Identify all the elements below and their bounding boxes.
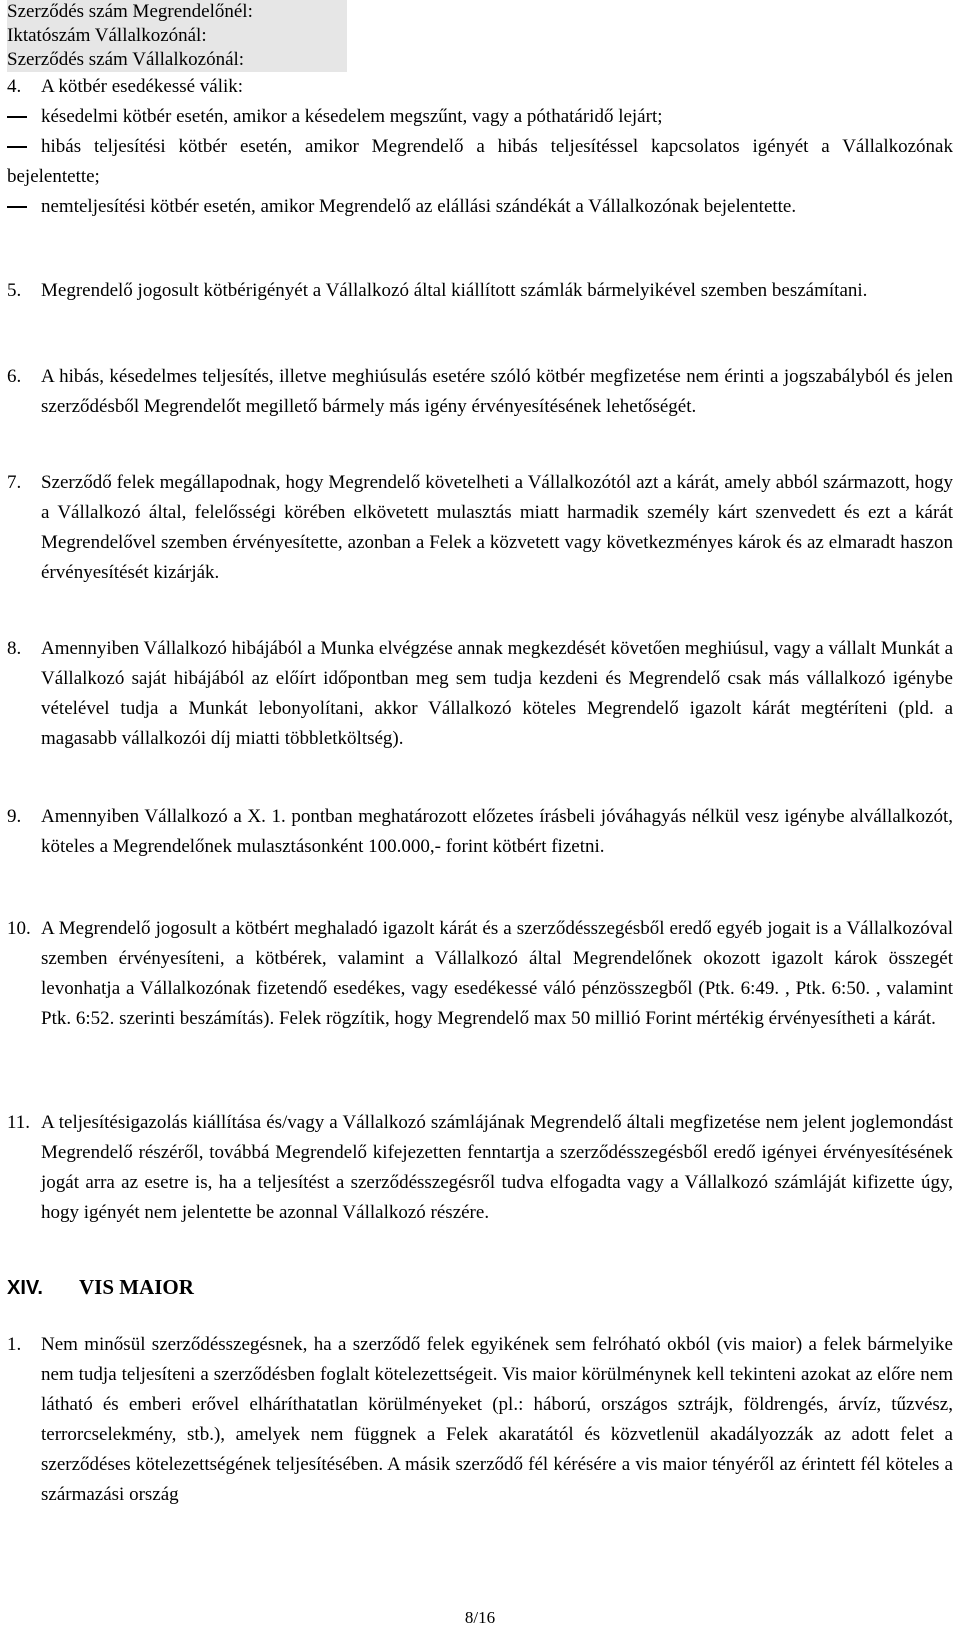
clause-text: Nem minősül szerződésszegésnek, ha a szerződő felek egyikének sem felróható okból (vis maior) a felek bármelyike nem tudja teljesíteni a szerződésben foglalt kötelezettségeit. Vis maior körülménynek kell tekinteni azokat az előre nem látható és emberi erővel elháríthatatlan körülményeket (pl.: háború, országos sztrájk, földrengés, árvíz, tűzvész, terrorcselekmény, stb.), amelyek nem függnek a Felek akaratától és közvetlenül akadályozzák az adott felet a szerződéses kötelezettségének teljesítésében. A másik szerződő fél kérésére a vis maior tényéről az érintett fél köteles a származási ország xyxy=(41,1334,953,1505)
clause-number: 4. xyxy=(7,76,22,97)
clause-7 xyxy=(7,468,953,588)
list-item xyxy=(7,132,953,192)
clause-4 xyxy=(7,72,953,102)
section-heading xyxy=(7,1272,194,1303)
list-item-text: hibás teljesítési kötbér esetén, amikor Megrendelő a hibás teljesítéssel kapcsolatos igényét a Vállalkozónak bejelentette; xyxy=(7,136,953,187)
clause-text: Amennyiben Vállalkozó a X. 1. pontban meghatározott előzetes írásbeli jóváhagyás nélkül vesz igénybe alvállalkozót, köteles a Megrendelőnek mulasztásonként 100.000,- forint kötbért fizetni. xyxy=(41,806,953,857)
clause-number: 9. xyxy=(7,806,22,827)
header-registry-number-contractor: Iktatószám Vállalkozónál: xyxy=(7,25,207,46)
clause-text: A kötbér esedékessé válik: xyxy=(41,76,244,97)
dash-bullet xyxy=(7,206,27,208)
clause-11 xyxy=(7,1108,953,1228)
clause-number: 10. xyxy=(7,918,31,939)
clause-number: 5. xyxy=(7,280,22,301)
clause-text: A Megrendelő jogosult a kötbért meghaladó igazolt kárát és a szerződésszegésből eredő egyéb jogait is a Vállalkozóval szemben érvényesíteni, a kötbérek, valamint a Vállalkozó által Megrendelőnek okozott igazolt károk összegét levonhatja a Vállalkozónak fizetendő esedékes, vagy esedékessé váló pénzösszegből (Ptk. 6:49. , Ptk. 6:50. , valamint Ptk. 6:52. szerinti beszámítás). Felek rögzítik, hogy Megrendelő max 50 millió Forint mértékig érvényesítheti a kárát. xyxy=(41,918,953,1029)
clause-text: Megrendelő jogosult kötbérigényét a Vállalkozó által kiállított számlák bármelyikével szemben beszámítani. xyxy=(41,280,868,301)
header-contract-number-client: Szerződés szám Megrendelőnél: xyxy=(7,1,253,22)
dash-bullet xyxy=(7,116,27,118)
clause-text: A hibás, késedelmes teljesítés, illetve meghiúsulás esetére szóló kötbér megfizetése nem érinti a jogszabályból és jelen szerződésből Megrendelőt megillető bármely más igény érvényesítésének lehetőségét. xyxy=(41,366,953,417)
page-number: 8/16 xyxy=(464,1608,496,1627)
list-item xyxy=(7,192,953,222)
dash-bullet xyxy=(7,146,27,148)
clause-number: 6. xyxy=(7,366,22,387)
section-number: XIV. xyxy=(7,1277,43,1299)
clause-6 xyxy=(7,362,953,422)
list-item-text: nemteljesítési kötbér esetén, amikor Megrendelő az elállási szándékát a Vállalkozónak bejelentette. xyxy=(41,196,797,217)
section-title: VIS MAIOR xyxy=(79,1275,194,1299)
list-item xyxy=(7,102,953,132)
header-contract-number-contractor: Szerződés szám Vállalkozónál: xyxy=(7,49,245,70)
clause-number: 1. xyxy=(7,1334,22,1355)
clause-8 xyxy=(7,634,953,754)
list-item-text: késedelmi kötbér esetén, amikor a késedelem megszűnt, vagy a póthatáridő lejárt; xyxy=(41,106,663,127)
clause-text: A teljesítésigazolás kiállítása és/vagy a Vállalkozó számlájának Megrendelő általi megfizetése nem jelent joglemondást Megrendelő részéről, továbbá Megrendelő kifejezetten fenntartja a szerződésszegésből eredő igényei érvényesítésének jogát arra az esetre is, ha a teljesítést a szerződésszegésről tudva elfogadta vagy a Vállalkozó számláját kifizette úgy, hogy igényét nem jelentette be azonnal Vállalkozó részére. xyxy=(41,1112,953,1223)
clause-5 xyxy=(7,276,953,306)
clause-number: 8. xyxy=(7,638,22,659)
clause-9 xyxy=(7,802,953,862)
clause-number: 11. xyxy=(7,1112,31,1133)
clause-10 xyxy=(7,914,953,1034)
clause-xiv-1 xyxy=(7,1330,953,1510)
clause-text: Szerződő felek megállapodnak, hogy Megrendelő követelheti a Vállalkozótól azt a kárát, amely abból származott, hogy a Vállalkozó által, felelősségi körében elkövetett mulasztás miatt harmadik személy kárt szenvedett és ezt a kárát Megrendelővel szemben érvényesítette, azonban a Felek a közvetett vagy következményes károk és az elmaradt haszon érvényesítését kizárják. xyxy=(41,472,953,583)
clause-text: Amennyiben Vállalkozó hibájából a Munka elvégzése annak megkezdését követően meghiúsul, vagy a vállalt Munkát a Vállalkozó saját hibájából az előírt időpontban meg sem tudja kezdeni és Megrendelő csak más vállalkozó igénybe vételével tudja a Munkát lebonyolítani, akkor Vállalkozó köteles Megrendelő igazolt kárát megtéríteni (pld. a magasabb vállalkozói díj miatti többletköltség). xyxy=(41,638,953,749)
document-header xyxy=(7,0,347,72)
clause-number: 7. xyxy=(7,472,22,493)
